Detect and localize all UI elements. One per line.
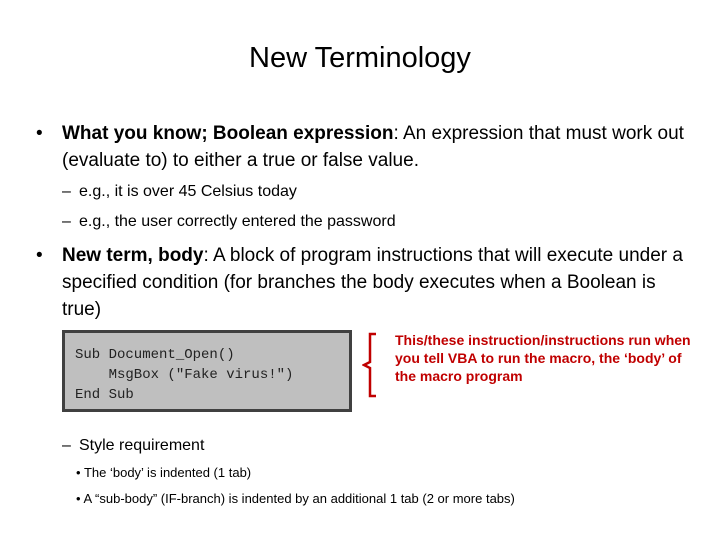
bullet-marker: • [36, 245, 43, 266]
dash-marker: – [62, 437, 71, 454]
style-rule-item [76, 490, 515, 508]
bullet-text [62, 120, 692, 174]
example-text: e.g., the user correctly entered the password [79, 213, 396, 230]
boolean-expression-definition: : An expression that must work out (evaluate to) to either a true or false value. [62, 123, 684, 171]
dash-marker: – [62, 213, 71, 230]
code-box [62, 330, 352, 412]
style-requirement-label: Style requirement [79, 437, 205, 454]
bullet-marker: • [36, 123, 43, 144]
bullet-marker: • [76, 465, 81, 480]
red-bracket-icon [362, 332, 390, 398]
style-rule-text: The ‘body’ is indented (1 tab) [83, 465, 252, 480]
dash-marker: – [62, 183, 71, 200]
slide-title: New Terminology [249, 42, 471, 74]
style-rule-text: A “sub-body” (IF-branch) is indented by an additional 1 tab (2 or more tabs) [83, 491, 515, 506]
term-body: New term, body [62, 245, 204, 266]
bullet-text [62, 242, 692, 323]
body-annotation: This/these instruction/instructions run when you tell VBA to run the macro, the ‘body’ of the macro program [395, 332, 691, 384]
term-boolean-expression: What you know; Boolean expression [62, 123, 394, 144]
code-line: MsgBox ("Fake virus!") [75, 367, 294, 383]
style-rule-item [76, 464, 251, 482]
example-text: e.g., it is over 45 Celsius today [79, 183, 297, 200]
bullet-marker: • [76, 491, 81, 506]
code-listing [75, 345, 293, 405]
code-line: Sub Document_Open() [75, 347, 235, 363]
body-definition: : A block of program instructions that will execute under a specified condition (for branches the body executes when a Boolean is true) [62, 245, 683, 320]
code-line: End Sub [75, 387, 134, 403]
